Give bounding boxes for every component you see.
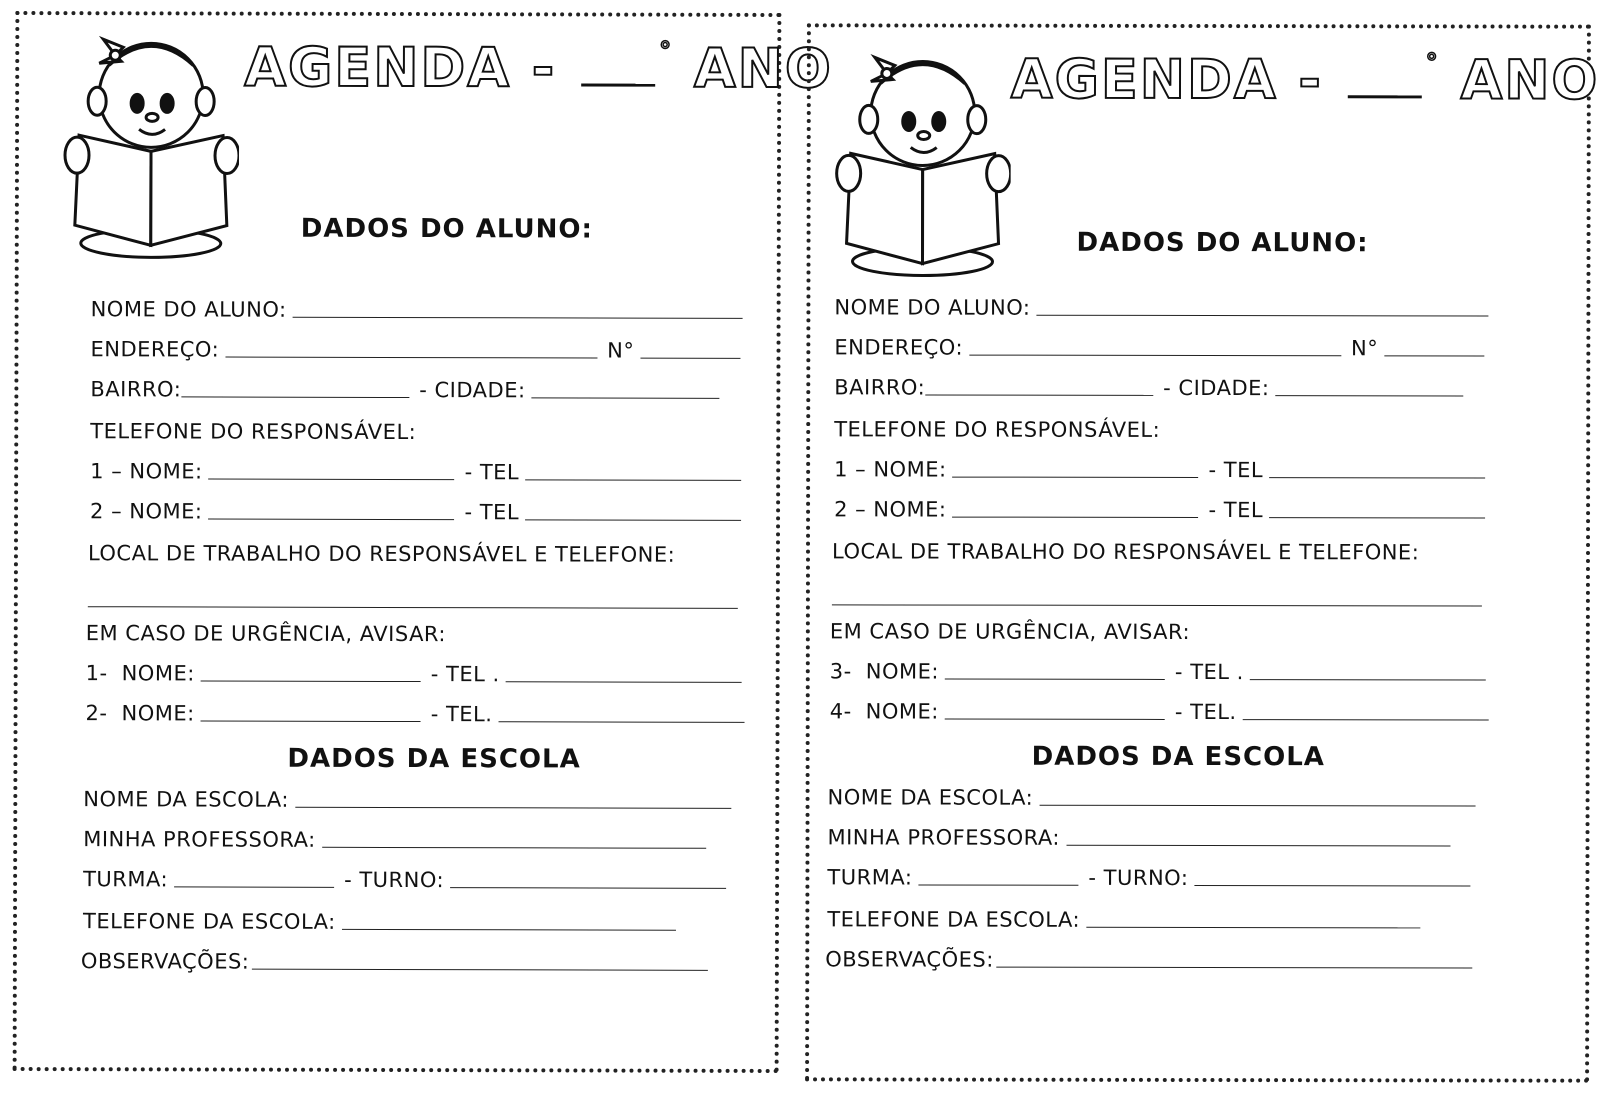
child-reading-book-icon (59, 25, 240, 265)
shift-label: - TURNO: (1088, 865, 1189, 890)
class-row (827, 865, 1480, 890)
shift-label: - TURNO: (344, 867, 445, 893)
degree-symbol: ° (1425, 48, 1440, 77)
teacher-label: MINHA PROFESSORA: (827, 825, 1061, 850)
workplace-field[interactable] (832, 603, 1482, 606)
address-row (834, 335, 1494, 360)
guardian-2-name-field[interactable] (952, 516, 1198, 518)
emergency-2-tel-field[interactable] (1243, 718, 1489, 720)
guardian-1-tel-label: - TEL (464, 460, 520, 485)
school-section-heading: DADOS DA ESCOLA (1031, 741, 1325, 773)
workplace-label: LOCAL DE TRABALHO DO RESPONSÁVEL E TELEFONE: (87, 541, 676, 567)
emergency-1-number: 1- (85, 661, 108, 686)
agenda-card-right (805, 23, 1600, 1082)
school-phone-field[interactable] (342, 928, 676, 931)
school-name-row (83, 787, 741, 813)
grade-blank[interactable] (1348, 95, 1422, 98)
neighborhood-field[interactable] (181, 395, 409, 398)
student-name-row (91, 297, 753, 323)
school-name-label: NOME DA ESCOLA: (827, 785, 1034, 810)
student-section-heading: DADOS DO ALUNO: (300, 213, 593, 245)
emergency-2-number: 2- (85, 701, 108, 726)
guardian-2-name-label: 2 – NOME: (90, 499, 203, 524)
emergency-1-name-field[interactable] (945, 678, 1165, 680)
guardian-phone-label: TELEFONE DO RESPONSÁVEL: (834, 417, 1161, 442)
teacher-row (83, 827, 716, 853)
guardian-1-row (834, 457, 1495, 482)
workplace-field[interactable] (88, 605, 738, 609)
school-phone-label: TELEFONE DA ESCOLA: (82, 909, 336, 934)
neighborhood-field[interactable] (925, 394, 1153, 396)
agenda-title-word: AGENDA - (1010, 47, 1323, 112)
ano-word: ANO (1460, 48, 1600, 112)
emergency-2-row (830, 699, 1499, 724)
teacher-field[interactable] (1066, 844, 1450, 847)
guardian-phone-label: TELEFONE DO RESPONSÁVEL: (90, 419, 417, 445)
emergency-2-name-label: NOME: (121, 701, 195, 726)
guardian-2-name-field[interactable] (208, 518, 454, 521)
guardian-1-name-field[interactable] (953, 476, 1199, 478)
guardian-2-tel-label: - TEL (464, 500, 520, 525)
guardian-2-tel-field[interactable] (1269, 516, 1485, 518)
agenda-title (244, 36, 833, 101)
emergency-1-tel-field[interactable] (506, 680, 742, 683)
agenda-title (1011, 48, 1600, 112)
guardian-1-name-label: 1 – NOME: (834, 457, 947, 482)
guardian-1-tel-field[interactable] (525, 478, 741, 481)
address-field[interactable] (969, 354, 1341, 357)
emergency-1-row (830, 659, 1496, 684)
notes-row (81, 949, 718, 975)
school-phone-row (83, 909, 686, 935)
emergency-2-number: 4- (829, 699, 852, 724)
class-field[interactable] (174, 885, 334, 887)
student-name-field[interactable] (293, 316, 743, 319)
number-field[interactable] (1384, 354, 1484, 356)
class-label: TURMA: (827, 865, 913, 890)
school-name-field[interactable] (1039, 804, 1475, 807)
number-field[interactable] (640, 357, 740, 359)
emergency-heading-row (830, 619, 1190, 644)
notes-row (825, 947, 1482, 972)
guardian-1-name-field[interactable] (209, 478, 455, 481)
emergency-2-tel-field[interactable] (498, 720, 744, 723)
agenda-title-word: AGENDA - (244, 35, 557, 100)
student-name-label: NOME DO ALUNO: (90, 297, 287, 322)
shift-field[interactable] (450, 886, 726, 889)
address-field[interactable] (225, 356, 597, 359)
emergency-2-row (86, 701, 755, 727)
address-label: ENDEREÇO: (90, 337, 220, 362)
school-phone-field[interactable] (1086, 926, 1420, 929)
class-label: TURMA: (83, 867, 169, 892)
shift-field[interactable] (1194, 884, 1470, 886)
student-name-field[interactable] (1036, 314, 1488, 317)
student-section-heading: DADOS DO ALUNO: (1076, 227, 1369, 259)
workplace-row (832, 539, 1419, 564)
grade-blank[interactable] (581, 83, 655, 86)
emergency-2-tel-label: - TEL. (1174, 699, 1237, 725)
guardian-2-row (90, 499, 751, 525)
notes-field[interactable] (996, 966, 1472, 969)
emergency-heading-row (86, 621, 446, 646)
notes-label: OBSERVAÇÕES: (80, 949, 250, 974)
emergency-2-name-label: NOME: (865, 699, 939, 724)
degree-symbol: ° (659, 36, 674, 65)
school-name-row (828, 785, 1486, 810)
workplace-label: LOCAL DE TRABALHO DO RESPONSÁVEL E TELEFONE: (831, 539, 1420, 565)
ano-word: ANO (693, 36, 833, 101)
workplace-row (88, 541, 675, 567)
guardian-2-tel-field[interactable] (525, 518, 741, 521)
emergency-2-name-field[interactable] (945, 718, 1165, 720)
guardian-1-tel-field[interactable] (1269, 476, 1485, 478)
guardian-1-row (90, 459, 751, 485)
guardian-2-row (834, 497, 1495, 522)
neighborhood-label: BAIRRO: (90, 377, 182, 402)
notes-label: OBSERVAÇÕES: (825, 947, 994, 972)
guardian-2-name-label: 2 – NOME: (834, 497, 947, 522)
emergency-1-row (86, 661, 752, 687)
school-phone-label: TELEFONE DA ESCOLA: (827, 907, 1081, 932)
address-row (90, 337, 750, 363)
guardian-phone-row (90, 419, 416, 444)
class-field[interactable] (918, 884, 1078, 886)
emergency-1-number: 3- (829, 659, 852, 684)
student-name-row (834, 295, 1498, 320)
student-name-label: NOME DO ALUNO: (834, 295, 1031, 320)
city-field[interactable] (532, 396, 720, 398)
school-name-label: NOME DA ESCOLA: (83, 787, 290, 812)
emergency-label: EM CASO DE URGÊNCIA, AVISAR: (85, 621, 447, 647)
child-reading-book-icon (830, 43, 1010, 283)
agenda-card-left (13, 11, 833, 1073)
city-field[interactable] (1275, 394, 1463, 396)
guardian-1-tel-label: - TEL (1208, 458, 1264, 483)
notes-field[interactable] (251, 968, 707, 971)
guardian-phone-row (834, 417, 1160, 442)
class-row (83, 867, 736, 893)
city-label: - CIDADE: (1163, 375, 1270, 401)
neighborhood-row (834, 375, 1473, 400)
emergency-1-name-label: NOME: (121, 661, 195, 686)
city-label: - CIDADE: (419, 378, 526, 403)
guardian-1-name-label: 1 – NOME: (90, 459, 203, 484)
number-label: N° (1351, 336, 1379, 361)
teacher-field[interactable] (322, 846, 706, 849)
emergency-1-tel-field[interactable] (1250, 678, 1486, 680)
emergency-label: EM CASO DE URGÊNCIA, AVISAR: (829, 619, 1191, 644)
school-name-field[interactable] (295, 806, 731, 809)
emergency-1-name-field[interactable] (201, 679, 421, 682)
teacher-label: MINHA PROFESSORA: (83, 827, 316, 852)
emergency-1-name-label: NOME: (865, 659, 939, 684)
teacher-row (827, 825, 1460, 850)
address-label: ENDEREÇO: (834, 335, 964, 360)
emergency-1-tel-label: - TEL . (430, 662, 500, 687)
neighborhood-label: BAIRRO: (834, 375, 926, 400)
school-section-heading: DADOS DA ESCOLA (287, 743, 581, 775)
guardian-2-tel-label: - TEL (1208, 498, 1264, 523)
number-label: N° (607, 338, 635, 363)
emergency-1-tel-label: - TEL . (1174, 659, 1244, 685)
emergency-2-tel-label: - TEL. (430, 702, 493, 727)
neighborhood-row (90, 377, 729, 403)
school-phone-row (827, 907, 1430, 932)
emergency-2-name-field[interactable] (201, 719, 421, 722)
